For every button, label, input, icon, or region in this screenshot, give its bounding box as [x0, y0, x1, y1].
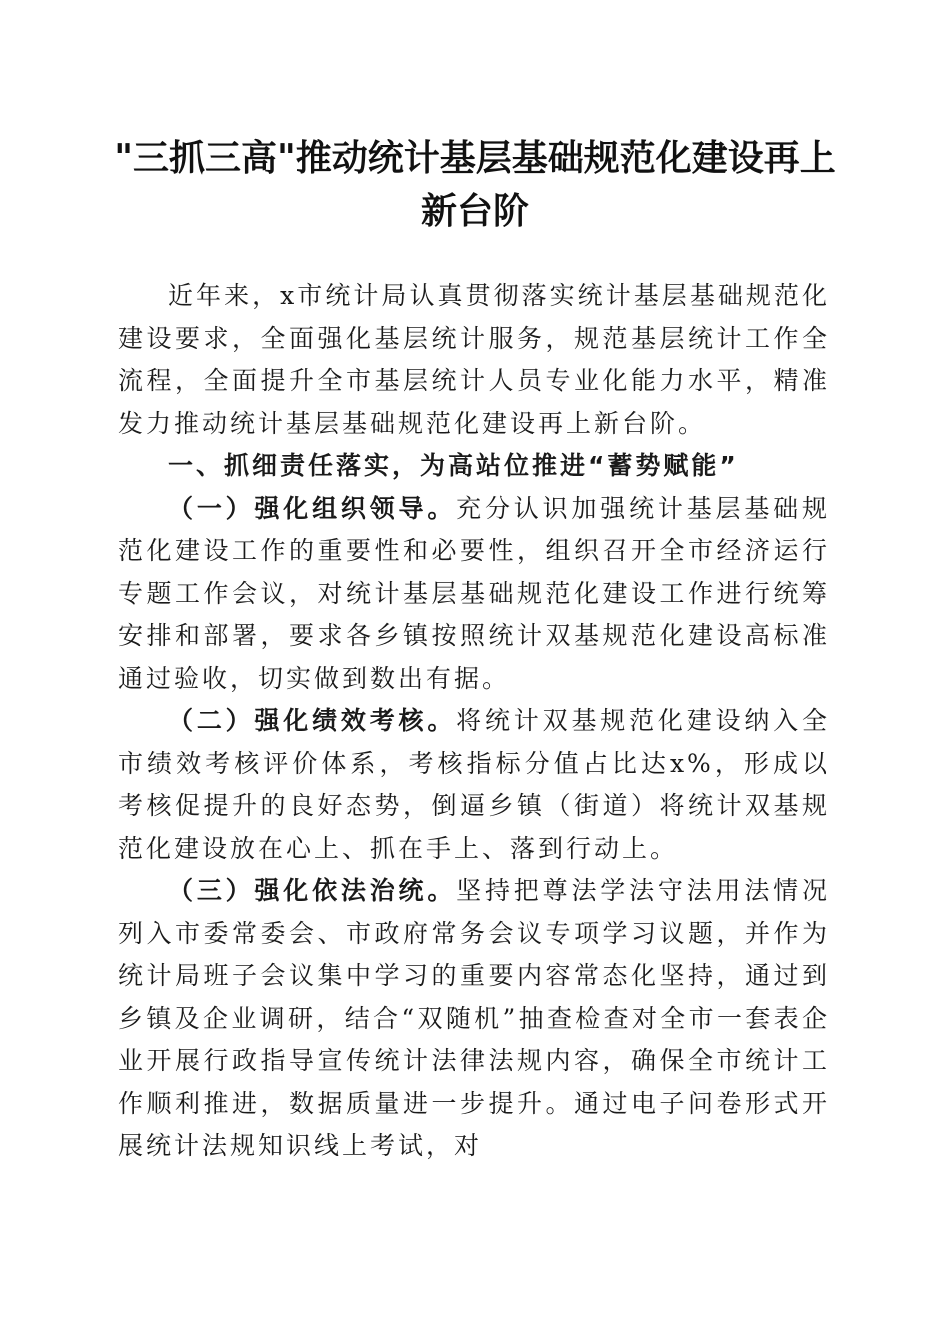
section-1-heading: 一、抓细责任落实，为高站位推进“蓄势赋能” [168, 451, 739, 480]
intro-paragraph: 近年来，x市统计局认真贯彻落实统计基层基础规范化建设要求，全面强化基层统计服务，规范基层统计工作全流程，全面提升全市基层统计人员专业化能力水平，精准发力推动统计基层基础规范化建设再上新台阶。 [118, 281, 830, 438]
item-3-lead: （三）强化依法治统。 [168, 876, 457, 905]
item-1-text: 充分认识加强统计基层基础规范化建设工作的重要性和必要性，组织召开全市经济运行专题工作会议，对统计基层基础规范化建设工作进行统筹安排和部署，要求各乡镇按照统计双基规范化建设高标准通过验收，切实做到数出有据。 [118, 493, 830, 693]
item-3-paragraph [118, 870, 830, 1168]
document-title: "三抓三高"推动统计基层基础规范化建设再上新台阶 [114, 137, 836, 232]
item-1-paragraph [118, 488, 830, 701]
item-1-lead: （一）强化组织领导。 [168, 493, 457, 523]
item-3-text: 坚持把尊法学法守法用法情况列入市委常委会、市政府常务会议专项学习议题，并作为统计局班子会议集中学习的重要内容常态化坚持，通过到乡镇及企业调研，结合“双随机”抽查检查对全市一套表企业开展行政指导宣传统计法律法规内容，确保全市统计工作顺利推进，数据质量进一步提升。通过电子问卷形式开展统计法规知识线上考试，对 [118, 876, 830, 1160]
item-2-paragraph [118, 700, 830, 870]
item-2-text: 将统计双基规范化建设纳入全市绩效考核评价体系，考核指标分值占比达x%，形成以考核促提升的良好态势，倒逼乡镇（街道）将统计双基规范化建设放在心上、抓在手上、落到行动上。 [118, 706, 830, 863]
item-2-lead: （二）强化绩效考核。 [168, 706, 457, 735]
document-body [118, 275, 830, 1168]
